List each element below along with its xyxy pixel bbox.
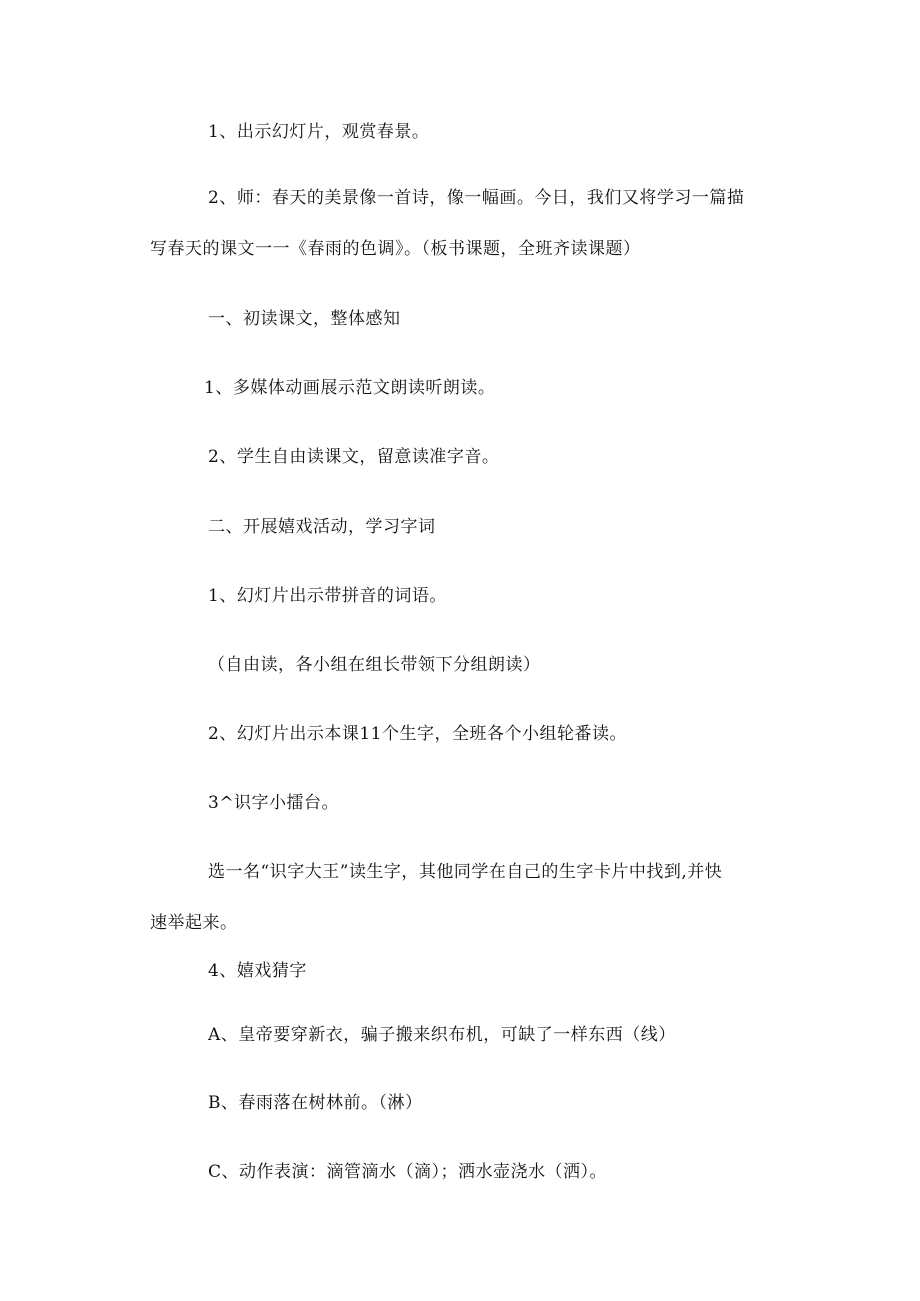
paragraph-2-line-2: 写春天的课文一一《春雨的色调》。（板书课题，全班齐读课题） <box>150 239 641 259</box>
paragraph-9-line-2: 速举起来。 <box>150 913 238 933</box>
paragraph-12: B、春雨落在树林前。（淋） <box>208 1093 423 1113</box>
paragraph-2-line-1: 2、师：春天的美景像一首诗，像一幅画。今日，我们又将学习一篇描 <box>208 188 745 208</box>
paragraph-10: 4、嬉戏猜字 <box>208 961 307 981</box>
section-heading-2: 二、开展嬉戏活动，学习字词 <box>208 517 436 537</box>
paragraph-11: A、皇帝要穿新衣，骗子搬来织布机，可缺了一样东西（线） <box>208 1025 676 1045</box>
paragraph-6: （自由读，各小组在组长带领下分组朗读） <box>208 655 541 675</box>
paragraph-7: 2、幻灯片出示本课11个生字，全班各个小组轮番读。 <box>208 724 627 744</box>
paragraph-4: 2、学生自由读课文，留意读准字音。 <box>208 447 500 467</box>
paragraph-5: 1、幻灯片出示带拼音的词语。 <box>208 586 447 606</box>
paragraph-1: 1、出示幻灯片，观赏春景。 <box>208 122 430 142</box>
paragraph-9-line-1: 选一名“识字大王”读生字，其他同学在自己的生字卡片中找到,并快 <box>208 862 723 882</box>
paragraph-8: 3^识字小擂台。 <box>208 793 340 813</box>
paragraph-13: C、动作表演：滴管滴水（滴）；洒水壶浇水（洒）。 <box>208 1162 608 1182</box>
section-heading-1: 一、初读课文，整体感知 <box>208 309 401 329</box>
paragraph-3: 1、多媒体动画展示范文朗读听朗读。 <box>204 378 496 398</box>
